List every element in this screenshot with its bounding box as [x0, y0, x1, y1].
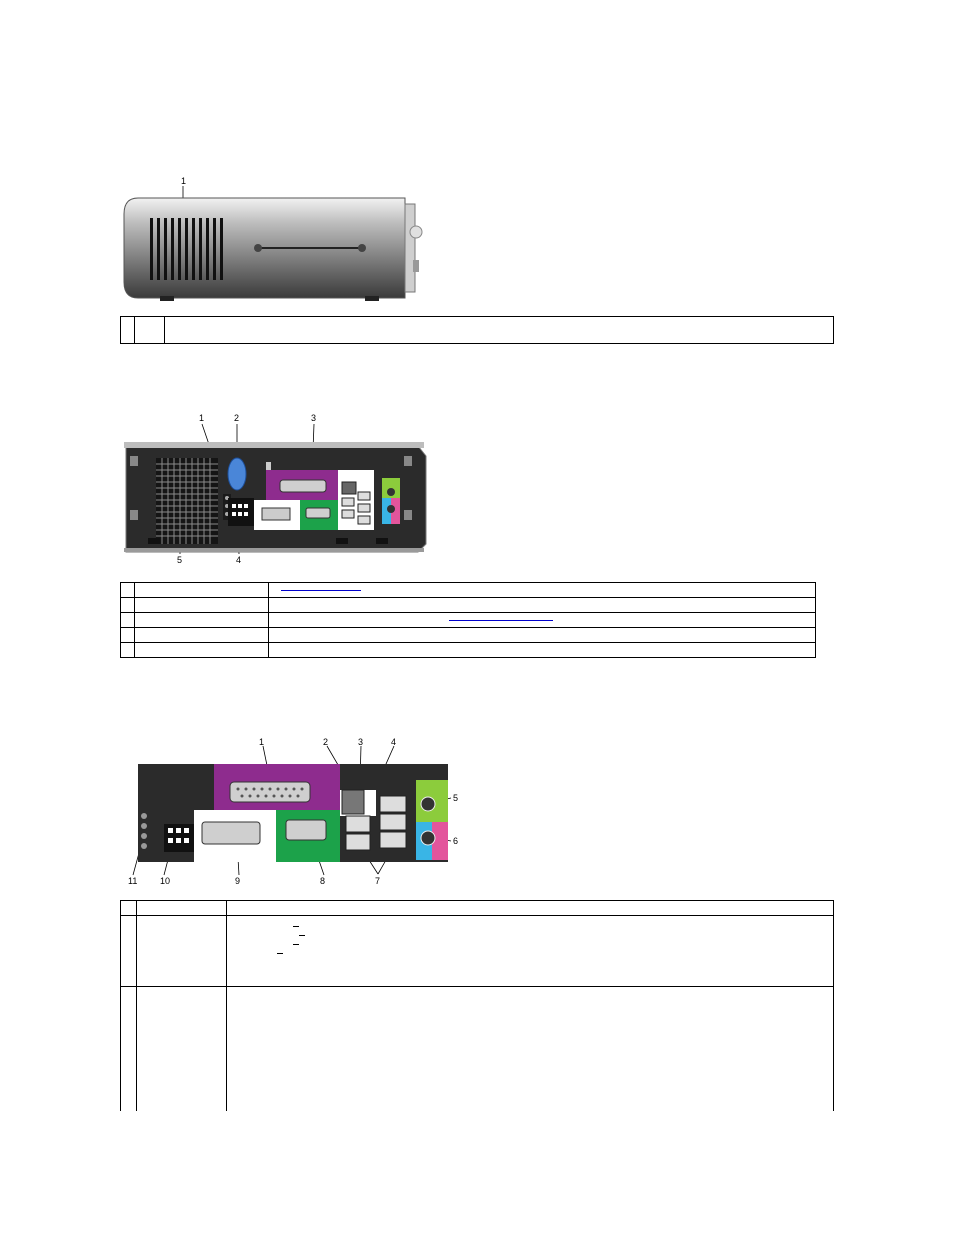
callout-3: 3 [311, 413, 317, 423]
table-cell [165, 317, 834, 344]
table-cell [137, 916, 227, 987]
table-cell [135, 598, 269, 613]
table-cell [135, 628, 269, 643]
dash-mark [277, 953, 283, 954]
table-cell [137, 901, 227, 916]
table-cell [269, 643, 816, 658]
table-cell [121, 628, 135, 643]
table-cell [135, 643, 269, 658]
callout-1: 1 [181, 176, 187, 186]
table-cell [135, 613, 269, 628]
table-cell [121, 643, 135, 658]
link[interactable] [281, 583, 361, 591]
table-row [121, 643, 816, 658]
callout-2: 2 [323, 737, 329, 747]
back-view-figure [120, 412, 430, 570]
table-row [121, 613, 816, 628]
back-panel-figure [128, 734, 468, 889]
callout-3: 3 [358, 737, 364, 747]
callout-8: 8 [320, 876, 326, 886]
callout-5: 5 [453, 793, 459, 803]
table-cell [137, 987, 227, 1112]
table-row [121, 317, 834, 344]
table-cell [269, 583, 816, 598]
table-row [121, 916, 834, 987]
computer-back-image [120, 412, 430, 570]
dash-mark [293, 926, 299, 927]
table-cell [227, 987, 834, 1112]
callout-10: 10 [160, 876, 171, 886]
back-panel-table [120, 900, 834, 1111]
callout-1: 1 [259, 737, 265, 747]
table-cell [135, 583, 269, 598]
dash-mark [299, 935, 305, 936]
callout-4: 4 [236, 555, 242, 565]
table-cell [269, 598, 816, 613]
table-cell [121, 583, 135, 598]
table-row [121, 901, 834, 916]
table-cell [227, 916, 834, 987]
table-cell [121, 901, 137, 916]
dash-mark [293, 944, 299, 945]
table-cell [227, 901, 834, 916]
table-row [121, 987, 834, 1112]
table-cell [121, 598, 135, 613]
computer-side-image [120, 174, 430, 304]
side-view-table [120, 316, 834, 344]
side-view-figure [120, 174, 430, 304]
table-cell [121, 987, 137, 1112]
link[interactable] [449, 613, 553, 621]
callout-9: 9 [235, 876, 241, 886]
table-row [121, 628, 816, 643]
callout-6: 6 [453, 836, 459, 846]
callout-2: 2 [234, 413, 240, 423]
table-cell [135, 317, 165, 344]
back-view-table [120, 582, 816, 658]
callout-7: 7 [375, 876, 381, 886]
table-cell [269, 628, 816, 643]
table-row [121, 583, 816, 598]
table-cell [121, 613, 135, 628]
table-cell [121, 916, 137, 987]
table-row [121, 598, 816, 613]
callout-5: 5 [177, 555, 183, 565]
callout-4: 4 [391, 737, 397, 747]
table-cell [269, 613, 816, 628]
back-panel-image [128, 734, 468, 889]
callout-11: 11 [128, 876, 138, 886]
table-cell [121, 317, 135, 344]
callout-1: 1 [199, 413, 205, 423]
